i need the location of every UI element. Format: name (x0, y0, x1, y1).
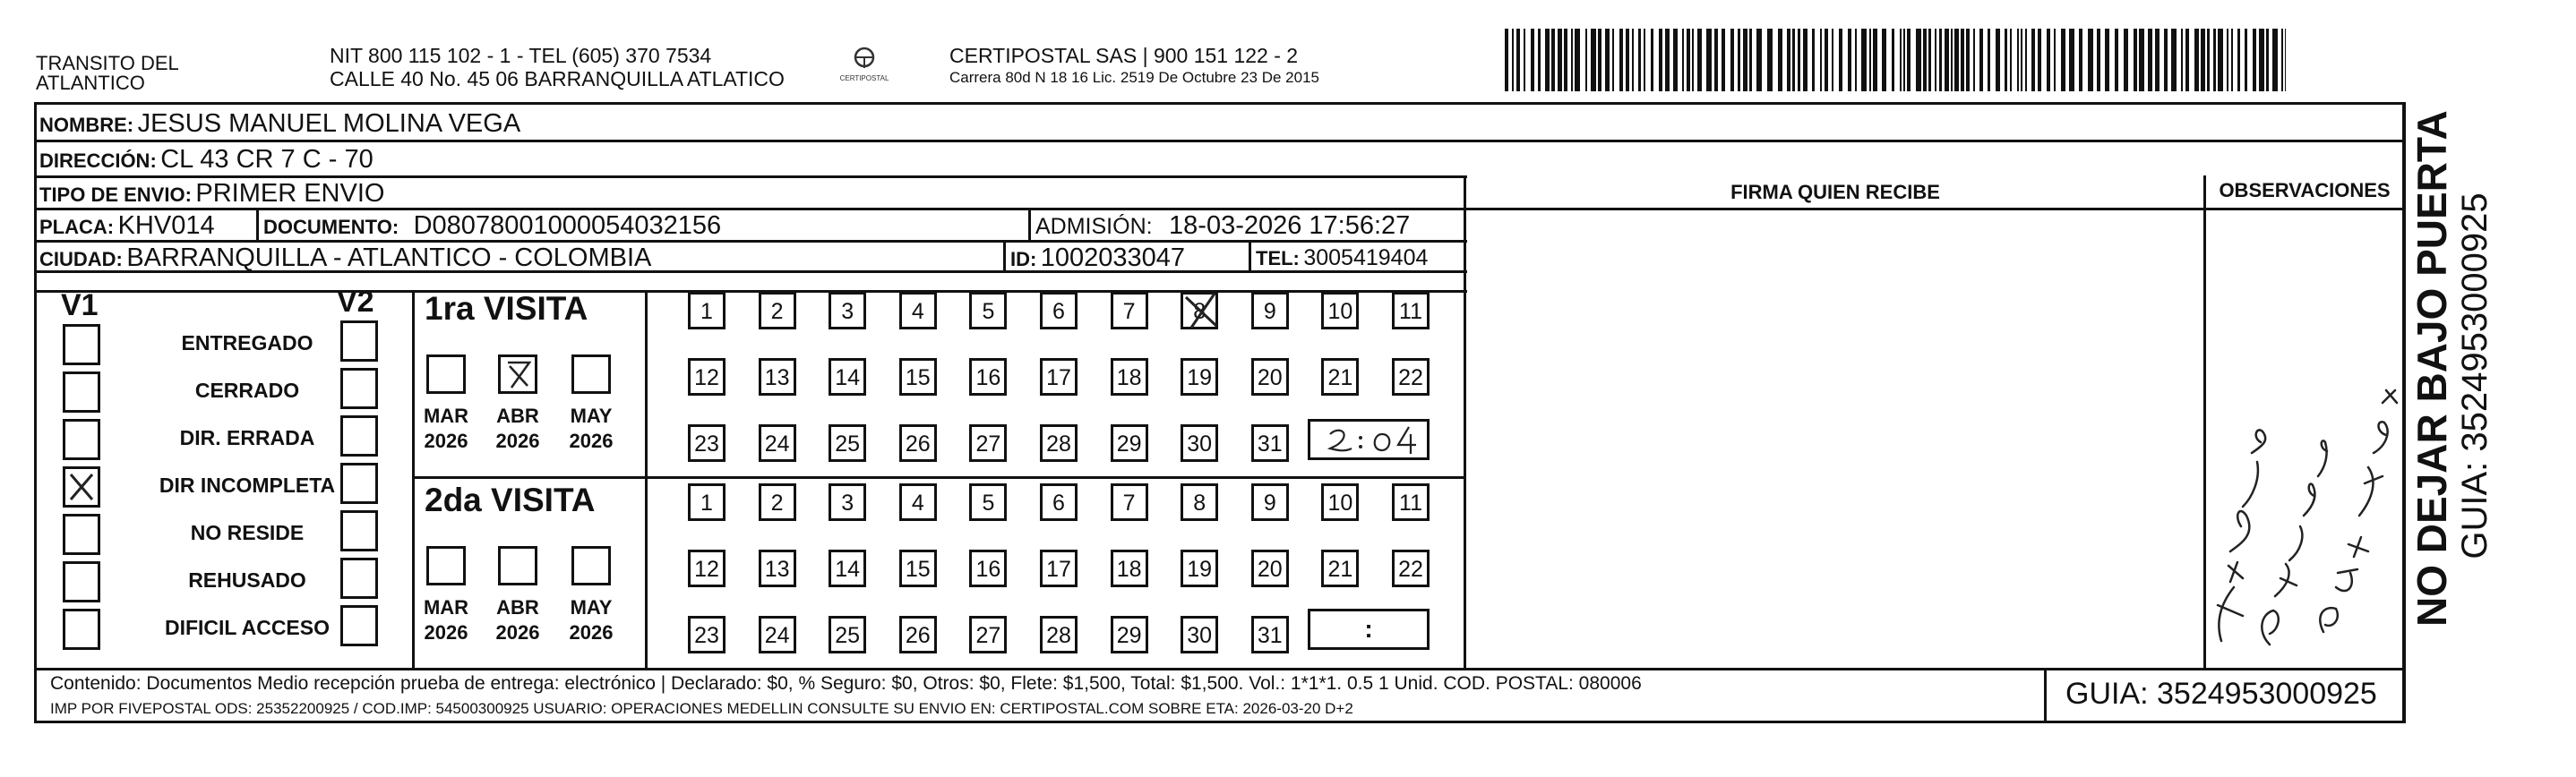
sender-name-line2: ATLANTICO (36, 72, 145, 94)
barcode-bar (2213, 29, 2216, 91)
direccion-value: CL 43 CR 7 C - 70 (160, 145, 374, 174)
visit2-day[interactable]: 10 (1321, 483, 1359, 521)
barcode-bar (1743, 29, 1747, 91)
barcode-bar (2231, 29, 2233, 91)
barcode-bar (1839, 29, 1842, 91)
barcode-bar (1803, 29, 1807, 91)
v1-checkbox[interactable] (63, 561, 100, 602)
barcode-bar (1619, 29, 1623, 91)
visit1-day[interactable]: 5 (969, 292, 1007, 329)
visit2-day[interactable]: 6 (1040, 483, 1078, 521)
tel-value: 3005419404 (1303, 245, 1429, 270)
barcode-bar (1644, 29, 1645, 91)
status-label: DIR INCOMPLETA (159, 474, 336, 497)
barcode-bar (2025, 29, 2027, 91)
visit2-month-label: MAY (570, 596, 613, 619)
visit1-day-mark (1179, 290, 1222, 336)
visit1-month-label: MAR (423, 405, 469, 427)
visit1-day[interactable]: 26 (899, 424, 937, 462)
status-label: DIFICIL ACCESO (164, 616, 330, 639)
observaciones-area[interactable] (2207, 211, 2402, 666)
visit1-month-box[interactable] (426, 354, 466, 394)
ciudad-value: BARRANQUILLA - ATLANTICO - COLOMBIA (126, 243, 652, 272)
visit2-day[interactable]: 8 (1181, 483, 1218, 521)
side-guia: GUIA: 3524953000925 (2455, 192, 2494, 559)
v2-checkbox[interactable] (340, 558, 378, 599)
tel-row (1256, 245, 1428, 271)
barcode-bar (2164, 29, 2168, 91)
barcode-bar (1961, 29, 1964, 91)
observaciones-header: OBSERVACIONES (2219, 179, 2391, 201)
barcode-bar (1524, 29, 1525, 91)
license-line: Carrera 80d N 18 16 Lic. 2519 De Octubre 23 De 2015 (949, 69, 1319, 86)
barcode-bar (2266, 29, 2269, 91)
v1-checkbox[interactable] (63, 514, 100, 555)
status-label: DIR. ERRADA (179, 426, 315, 449)
visit2-month-label: MAR (423, 596, 469, 619)
barcode-bar (2139, 29, 2144, 91)
footer-imp: IMP POR FIVEPOSTAL ODS: 25352200925 / COD.IMP: 54500300925 USUARIO: OPERACIONES MEDELLIN CONSULTE SU ENVIO EN: CERTIPOSTAL.COM SOBRE ETA: 2026-03-20 D+2 (50, 700, 1353, 717)
visit2-day[interactable]: 19 (1181, 550, 1218, 587)
visit2-day[interactable]: 11 (1392, 483, 1430, 521)
visit1-day[interactable]: 27 (969, 424, 1007, 462)
visit1-day[interactable]: 25 (829, 424, 866, 462)
visit1-day[interactable]: 14 (829, 358, 866, 396)
firma-header: FIRMA QUIEN RECIBE (1730, 181, 1940, 203)
barcode-bar (1939, 29, 1942, 91)
barcode-bar (1749, 29, 1752, 91)
barcode-bar (1979, 29, 1983, 91)
visit1-year-label: 2026 (569, 430, 614, 452)
barcode-bar (1692, 29, 1694, 91)
visit1-day[interactable]: 10 (1321, 292, 1359, 329)
visit2-day[interactable]: 3 (829, 483, 866, 521)
barcode-bar (1538, 29, 1541, 91)
barcode-bar (1665, 29, 1670, 91)
barcode-bar (1907, 29, 1911, 91)
visit1-month-label: MAY (570, 405, 613, 427)
barcode-bar (2259, 29, 2264, 91)
barcode-bar (2218, 29, 2223, 91)
barcode-bar (1951, 29, 1953, 91)
visit1-month-box[interactable] (498, 354, 537, 394)
barcode-bar (1626, 29, 1629, 91)
admision-value: 18-03-2026 17:56:27 (1169, 211, 1411, 240)
barcode-bar (1767, 29, 1773, 91)
barcode-bar (2097, 29, 2100, 91)
barcode-bar (2017, 29, 2019, 91)
visit2-year-label: 2026 (495, 621, 540, 644)
ciudad-row (39, 243, 651, 273)
visit1-day[interactable]: 18 (1111, 358, 1148, 396)
barcode-bar (1900, 29, 1902, 91)
footer-guia: GUIA: 3524953000925 (2065, 677, 2377, 711)
barcode-bar (2031, 29, 2035, 91)
barcode-bar (1892, 29, 1894, 91)
id-value: 1002033047 (1040, 243, 1186, 272)
tipo-envio-value: PRIMER ENVIO (195, 179, 385, 208)
barcode-bar (1730, 29, 1734, 91)
barcode-bar (1903, 29, 1905, 91)
visit1-year-label: 2026 (495, 430, 540, 452)
barcode-bar (1564, 29, 1567, 91)
barcode-bar (1632, 29, 1634, 91)
visit2-day[interactable]: 26 (899, 616, 937, 653)
barcode-bar (1916, 29, 1921, 91)
direccion-label: DIRECCIÓN: (39, 149, 157, 172)
barcode-bar (2237, 29, 2240, 91)
barcode-bar (1673, 29, 1678, 91)
visit2-day[interactable]: 7 (1111, 483, 1148, 521)
barcode-bar (1798, 29, 1800, 91)
barcode-bar (2185, 29, 2189, 91)
visit1-day[interactable]: 3 (829, 292, 866, 329)
v1-checkbox[interactable] (63, 609, 100, 650)
barcode-bar (1820, 29, 1822, 91)
status-label: ENTREGADO (181, 331, 313, 354)
barcode-bar (1966, 29, 1970, 91)
barcode-bar (1869, 29, 1871, 91)
barcode-bar (2201, 29, 2205, 91)
visit1-month-label: ABR (496, 405, 539, 427)
visit2-year-label: 2026 (569, 621, 614, 644)
v2-checkbox[interactable] (340, 320, 378, 362)
visit2-day[interactable]: 25 (829, 616, 866, 653)
barcode-bar (1848, 29, 1851, 91)
id-row (1010, 243, 1185, 273)
tel-label: TEL: (1256, 247, 1300, 269)
barcode-bar (2054, 29, 2056, 91)
barcode-bar (1706, 29, 1712, 91)
barcode-bar (2134, 29, 2137, 91)
visit1-time-box[interactable] (1308, 419, 1430, 460)
visit2-day[interactable]: 29 (1111, 616, 1148, 653)
visit2-title: 2da VISITA (425, 482, 596, 518)
visit1-day[interactable]: 30 (1181, 424, 1218, 462)
visit1-day[interactable]: 7 (1111, 292, 1148, 329)
tipo-envio-row (39, 179, 384, 209)
v2-checkbox[interactable] (340, 510, 378, 551)
visit1-month-box[interactable] (571, 354, 611, 394)
barcode-bar (2005, 29, 2007, 91)
company-line: CERTIPOSTAL SAS | 900 151 122 - 2 (949, 44, 1299, 67)
visit2-day[interactable]: 28 (1040, 616, 1078, 653)
status-label: NO RESIDE (190, 521, 305, 544)
barcode-bar (1551, 29, 1555, 91)
v1-checkbox[interactable] (63, 371, 100, 413)
v1-checkbox[interactable] (63, 466, 100, 508)
visit2-month-box[interactable] (426, 546, 466, 585)
barcode-bar (2038, 29, 2041, 91)
visit2-month-label: ABR (496, 596, 539, 619)
barcode-bar (2105, 29, 2109, 91)
nombre-value: JESUS MANUEL MOLINA VEGA (137, 109, 521, 138)
visit1-day[interactable]: 20 (1251, 358, 1289, 396)
documento-row (263, 211, 721, 241)
visit1-day[interactable]: 8 (1181, 292, 1218, 329)
side-panel (2409, 110, 2508, 627)
v1-checkbox[interactable] (63, 419, 100, 460)
visit2-day[interactable]: 17 (1040, 550, 1078, 587)
barcode-bar (2245, 29, 2247, 91)
visit2-day[interactable]: 15 (899, 550, 937, 587)
admision-label: ADMISIÓN: (1035, 214, 1153, 239)
barcode-bar (1531, 29, 1534, 91)
barcode-bar (1682, 29, 1684, 91)
barcode-bar (1738, 29, 1740, 91)
visit1-day[interactable]: 31 (1251, 424, 1289, 462)
v1-checkbox[interactable] (63, 324, 100, 365)
visit1-day[interactable]: 2 (759, 292, 796, 329)
v2-label: V2 (337, 285, 374, 319)
visit2-day[interactable]: 27 (969, 616, 1007, 653)
ciudad-label: CIUDAD: (39, 248, 123, 270)
barcode-bar (2148, 29, 2152, 91)
barcode-bar (2155, 29, 2160, 91)
barcode-bar (1973, 29, 1975, 91)
direccion-row (39, 145, 374, 175)
documento-value: D08078001000054032156 (413, 211, 722, 240)
barcode-bar (1855, 29, 1857, 91)
barcode-bar (1697, 29, 1702, 91)
barcode-bar (2207, 29, 2210, 91)
barcode-bar (1756, 29, 1762, 91)
visit2-day[interactable]: 24 (759, 616, 796, 653)
visit2-time-box[interactable]: : (1308, 609, 1430, 650)
barcode-bar (1861, 29, 1867, 91)
barcode-bar (1996, 29, 2000, 91)
barcode-bar (2069, 29, 2074, 91)
barcode-bar (2181, 29, 2183, 91)
barcode-bar (1591, 29, 1596, 91)
visit2-day[interactable]: 20 (1251, 550, 1289, 587)
barcode-bar (1832, 29, 1833, 91)
id-label: ID: (1010, 248, 1037, 270)
visit1-day[interactable]: 29 (1111, 424, 1148, 462)
barcode-bar (1792, 29, 1795, 91)
barcode-bar (1545, 29, 1550, 91)
barcode-bar (2061, 29, 2065, 91)
visit2-day[interactable]: 4 (899, 483, 937, 521)
barcode-bar (2272, 29, 2278, 91)
visit2-day[interactable]: 14 (829, 550, 866, 587)
v2-checkbox[interactable] (340, 463, 378, 504)
visit1-day[interactable]: 28 (1040, 424, 1078, 462)
barcode-bar (1928, 29, 1931, 91)
certipostal-logo (833, 43, 896, 90)
visit1-day[interactable]: 12 (688, 358, 726, 396)
svg-text:CERTIPOSTAL: CERTIPOSTAL (839, 74, 889, 82)
v2-checkbox[interactable] (340, 368, 378, 409)
barcode-bar (2171, 29, 2177, 91)
visit1-day[interactable]: 13 (759, 358, 796, 396)
visit1-year-label: 2026 (424, 430, 468, 452)
visit2-year-label: 2026 (424, 621, 468, 644)
placa-label: PLACA: (39, 216, 115, 238)
barcode-bar (1598, 29, 1601, 91)
barcode-bar (1585, 29, 1587, 91)
barcode-bar (1873, 29, 1877, 91)
v2-checkbox[interactable] (340, 605, 378, 646)
visit2-day[interactable]: 9 (1251, 483, 1289, 521)
firma-area[interactable] (1467, 211, 2203, 666)
visit2-day[interactable]: 16 (969, 550, 1007, 587)
visit1-day[interactable]: 24 (759, 424, 796, 462)
barcode-bar (1935, 29, 1936, 91)
barcode-bar (1882, 29, 1886, 91)
visit1-time-handwriting (1310, 422, 1427, 457)
barcode-bar (1605, 29, 1610, 91)
barcode-bar (2124, 29, 2128, 91)
visit1-day[interactable]: 16 (969, 358, 1007, 396)
footer-contenido: Contenido: Documentos Medio recepción prueba de entrega: electrónico | Declarado: $0, % Seguro: $0, Otros: $0, Flete: $1,500, Total: $1,500. Vol.: 1*1*1. 0.5 1 Unid. COD. POSTAL: 080006 (50, 673, 1642, 694)
barcode-bar (1659, 29, 1662, 91)
visit2-day[interactable]: 22 (1392, 550, 1430, 587)
sender-name: TRANSITO DEL (36, 52, 179, 74)
barcode-bar (1954, 29, 1959, 91)
barcode-bar (2115, 29, 2118, 91)
observaciones-handwriting (2207, 211, 2402, 666)
barcode-bar (1787, 29, 1790, 91)
barcode-bar (1825, 29, 1828, 91)
visit1-day[interactable]: 11 (1392, 292, 1430, 329)
visit1-day[interactable]: 17 (1040, 358, 1078, 396)
side-warning: NO DEJAR BAJO PUERTA (2409, 110, 2455, 627)
visit1-day[interactable]: 23 (688, 424, 726, 462)
barcode-bar (1516, 29, 1520, 91)
barcode-bar (1505, 29, 1508, 91)
nombre-label: NOMBRE: (39, 114, 134, 136)
barcode-bar (2227, 29, 2228, 91)
barcode-bar (1812, 29, 1815, 91)
barcode-bar (1571, 29, 1573, 91)
barcode (1505, 29, 2286, 91)
visit2-day[interactable]: 23 (688, 616, 726, 653)
visit1-day[interactable]: 15 (899, 358, 937, 396)
visit1-day[interactable]: 22 (1392, 358, 1430, 396)
barcode-bar (1612, 29, 1614, 91)
barcode-bar (2281, 29, 2283, 91)
v2-checkbox[interactable] (340, 415, 378, 457)
status-label: CERRADO (194, 379, 300, 402)
visit2-day[interactable]: 5 (969, 483, 1007, 521)
visit2-day[interactable]: 2 (759, 483, 796, 521)
visit2-day[interactable]: 12 (688, 550, 726, 587)
barcode-bar (2010, 29, 2012, 91)
barcode-bar (2285, 29, 2286, 91)
tipo-envio-label: TIPO DE ENVIO: (39, 184, 192, 206)
visit2-day[interactable]: 21 (1321, 550, 1359, 587)
placa-value: KHV014 (117, 211, 215, 240)
visit2-day[interactable]: 31 (1251, 616, 1289, 653)
barcode-bar (1638, 29, 1641, 91)
visit1-day[interactable]: 19 (1181, 358, 1218, 396)
visit1-day[interactable]: 21 (1321, 358, 1359, 396)
visit2-day[interactable]: 18 (1111, 550, 1148, 587)
barcode-bar (2047, 29, 2050, 91)
visit1-day[interactable]: 9 (1251, 292, 1289, 329)
barcode-bar (2079, 29, 2082, 91)
barcode-bar (1714, 29, 1718, 91)
documento-label: DOCUMENTO: (263, 216, 399, 238)
barcode-bar (1558, 29, 1562, 91)
visit1-day[interactable]: 4 (899, 292, 937, 329)
barcode-bar (1512, 29, 1514, 91)
visit2-day[interactable]: 13 (759, 550, 796, 587)
barcode-bar (1722, 29, 1725, 91)
nombre-row (39, 109, 520, 139)
visit2-day[interactable]: 30 (1181, 616, 1218, 653)
status-label: REHUSADO (188, 568, 306, 592)
v1-label: V1 (61, 288, 99, 322)
barcode-bar (1651, 29, 1653, 91)
barcode-bar (1988, 29, 1990, 91)
barcode-bar (2088, 29, 2093, 91)
barcode-bar (1923, 29, 1927, 91)
admision-row (1035, 211, 1410, 241)
barcode-bar (1687, 29, 1690, 91)
address-line: CALLE 40 No. 45 06 BARRANQUILLA ATLATICO (330, 67, 785, 90)
visit2-day[interactable]: 1 (688, 483, 726, 521)
placa-row (39, 211, 215, 241)
barcode-bar (2021, 29, 2022, 91)
nit-line: NIT 800 115 102 - 1 - TEL (605) 370 7534 (330, 44, 712, 67)
barcode-bar (2253, 29, 2256, 91)
visit1-title: 1ra VISITA (425, 290, 588, 327)
visit1-day[interactable]: 1 (688, 292, 726, 329)
visit2-month-box[interactable] (498, 546, 537, 585)
barcode-bar (1575, 29, 1580, 91)
barcode-bar (2194, 29, 2199, 91)
barcode-bar (1778, 29, 1782, 91)
visit2-month-box[interactable] (571, 546, 611, 585)
barcode-bar (1945, 29, 1949, 91)
visit1-day[interactable]: 6 (1040, 292, 1078, 329)
